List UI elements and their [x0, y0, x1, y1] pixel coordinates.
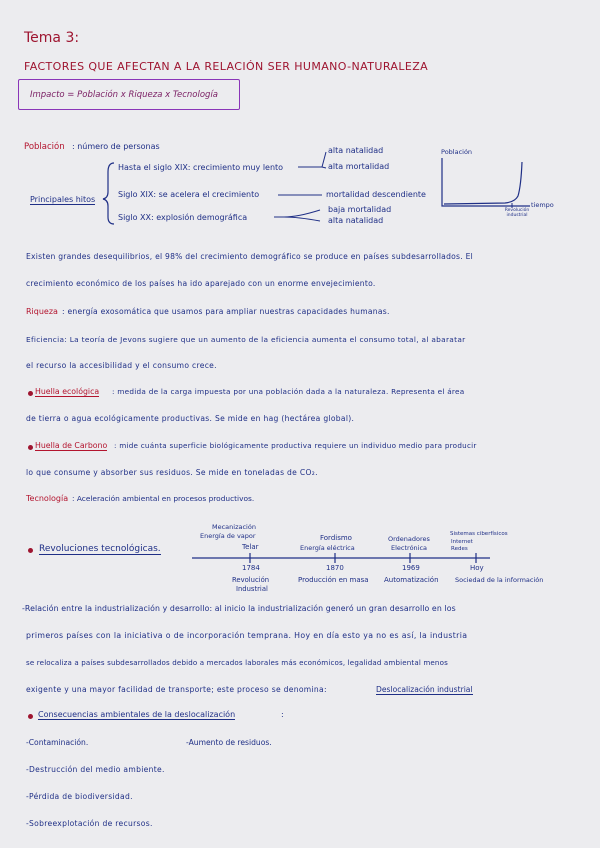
hito3-branch — [274, 210, 320, 221]
consecuencia-sobreexplotacion: -Sobreexplotación de recursos. — [26, 819, 153, 828]
relacion-line-2: primeros países con la iniciativa o de incorporación temprana. Hoy en día esto ya no es así, la industria — [26, 631, 468, 640]
consecuencias-bullet — [28, 714, 33, 719]
huella-ecologica-2: de tierra o agua ecológicamente productivas. Se mide en hag (hectárea global). — [26, 414, 355, 423]
tecnologia-label: Tecnología — [26, 494, 69, 503]
result-alta-natalidad-1: alta natalidad — [328, 146, 384, 155]
rev1-top-c: Telar — [242, 543, 259, 551]
result-mortalidad-descendiente: mortalidad descendiente — [326, 190, 426, 199]
rev2-bottom: Producción en masa — [298, 576, 369, 584]
result-alta-mortalidad: alta mortalidad — [328, 162, 390, 171]
huella-carbono-label: Huella de Carbono — [35, 441, 108, 450]
huella-bullet — [28, 391, 33, 396]
rev4-year: Hoy — [470, 564, 484, 572]
rev1-top-b: Energía de vapor — [200, 532, 256, 540]
rev1-year: 1784 — [242, 564, 260, 572]
consecuencia-residuos: -Aumento de residuos. — [186, 738, 272, 747]
rev1-top: Mecanización — [212, 523, 256, 531]
rev3-year: 1969 — [402, 564, 420, 572]
rev3-bottom: Automatización — [384, 576, 439, 584]
huella-carbono-1: : mide cuánta superficie biológicamente productiva requiere un individuo medio para producir — [114, 441, 477, 450]
rev1-bottom: Revolución — [232, 576, 270, 584]
riqueza-label: Riqueza — [26, 307, 58, 316]
consecuencia-destruccion: -Destrucción del medio ambiente. — [26, 765, 165, 774]
carbono-bullet — [28, 445, 33, 450]
hito-3: Siglo XX: explosión demográfica — [118, 213, 248, 222]
poblacion-def: : número de personas — [72, 142, 160, 151]
tema-heading: Tema 3: — [24, 30, 80, 46]
deslocalizacion-term: Deslocalización industrial — [376, 685, 473, 694]
rev4-bottom: Sociedad de la información — [455, 576, 544, 584]
rev1-bottom-b: Industrial — [236, 585, 268, 593]
relacion-line-4: exigente y una mayor facilidad de transporte; este proceso se denomina: — [26, 685, 327, 694]
result-alta-natalidad-2: alta natalidad — [328, 216, 384, 225]
rev2-year: 1870 — [326, 564, 344, 572]
rev4-top-c: Redes — [451, 546, 468, 552]
rev4-top: Sistemas ciberfísicos — [450, 531, 508, 537]
result-baja-mortalidad: baja mortalidad — [328, 205, 392, 214]
poblacion-label: Población — [24, 142, 65, 152]
graph-x-label: tiempo — [531, 201, 554, 209]
revoluciones-bullet — [28, 548, 33, 553]
hitos-bracket — [103, 163, 114, 224]
consecuencias-label: Consecuencias ambientales de la deslocalización — [38, 710, 236, 719]
graph-axes — [442, 158, 530, 206]
impacto-formula: Impacto = Población x Riqueza x Tecnología — [30, 90, 219, 100]
huella-carbono-2: lo que consume y absorber sus residuos. Se mide en toneladas de CO₂. — [26, 468, 318, 477]
hito1-branch — [298, 152, 326, 168]
relacion-line-3: se relocaliza a países subdesarrollados debido a mercados laborales más económicos, legalidad ambiental menos — [26, 658, 448, 667]
para-desequilibrios-1: Existen grandes desequilibrios, el 98% del crecimiento demográfico se produce en países subdesarrollados. El — [26, 252, 473, 261]
page-title: FACTORES QUE AFECTAN A LA RELACIÓN SER HUMANO-NATURALEZA — [24, 60, 429, 73]
riqueza-text: : energía exosomática que usamos para ampliar nuestras capacidades humanas. — [62, 307, 390, 316]
graph-rev-label: Revolución industrial — [504, 208, 530, 218]
relacion-line-1: -Relación entre la industrialización y desarrollo: al inicio la industrialización generó un gran desarrollo en los — [22, 604, 456, 613]
consecuencia-contaminacion: -Contaminación. — [26, 738, 89, 747]
rev4-top-b: Internet — [451, 539, 473, 545]
rev3-top-b: Electrónica — [391, 544, 428, 552]
eficiencia-1: Eficiencia: La teoría de Jevons sugiere que un aumento de la eficiencia aumenta el consumo total, al abaratar — [26, 335, 466, 344]
hito-2: Siglo XIX: se acelera el crecimiento — [118, 190, 260, 199]
huella-ecologica-1: : medida de la carga impuesta por una población dada a la naturaleza. Representa el área — [112, 387, 465, 396]
rev3-top: Ordenadores — [388, 535, 430, 543]
hito-1: Hasta el siglo XIX: crecimiento muy lento — [118, 163, 284, 172]
consecuencia-biodiversidad: -Pérdida de biodiversidad. — [26, 792, 133, 801]
huella-ecologica-label: Huella ecológica — [35, 387, 100, 396]
principales-hitos: Principales hitos — [30, 195, 96, 204]
para-desequilibrios-2: crecimiento económico de los países ha ido aparejado con un enorme envejecimiento. — [26, 279, 376, 288]
graph-y-label: Población — [441, 148, 473, 156]
tecnologia-text: : Aceleración ambiental en procesos productivos. — [72, 494, 255, 503]
revoluciones-label: Revoluciones tecnológicas. — [39, 544, 161, 554]
rev2-top-b: Energía eléctrica — [300, 544, 355, 552]
graph-curve — [444, 162, 522, 204]
eficiencia-2: el recurso la accesibilidad y el consumo crece. — [26, 361, 217, 370]
rev2-top: Fordismo — [320, 534, 352, 542]
